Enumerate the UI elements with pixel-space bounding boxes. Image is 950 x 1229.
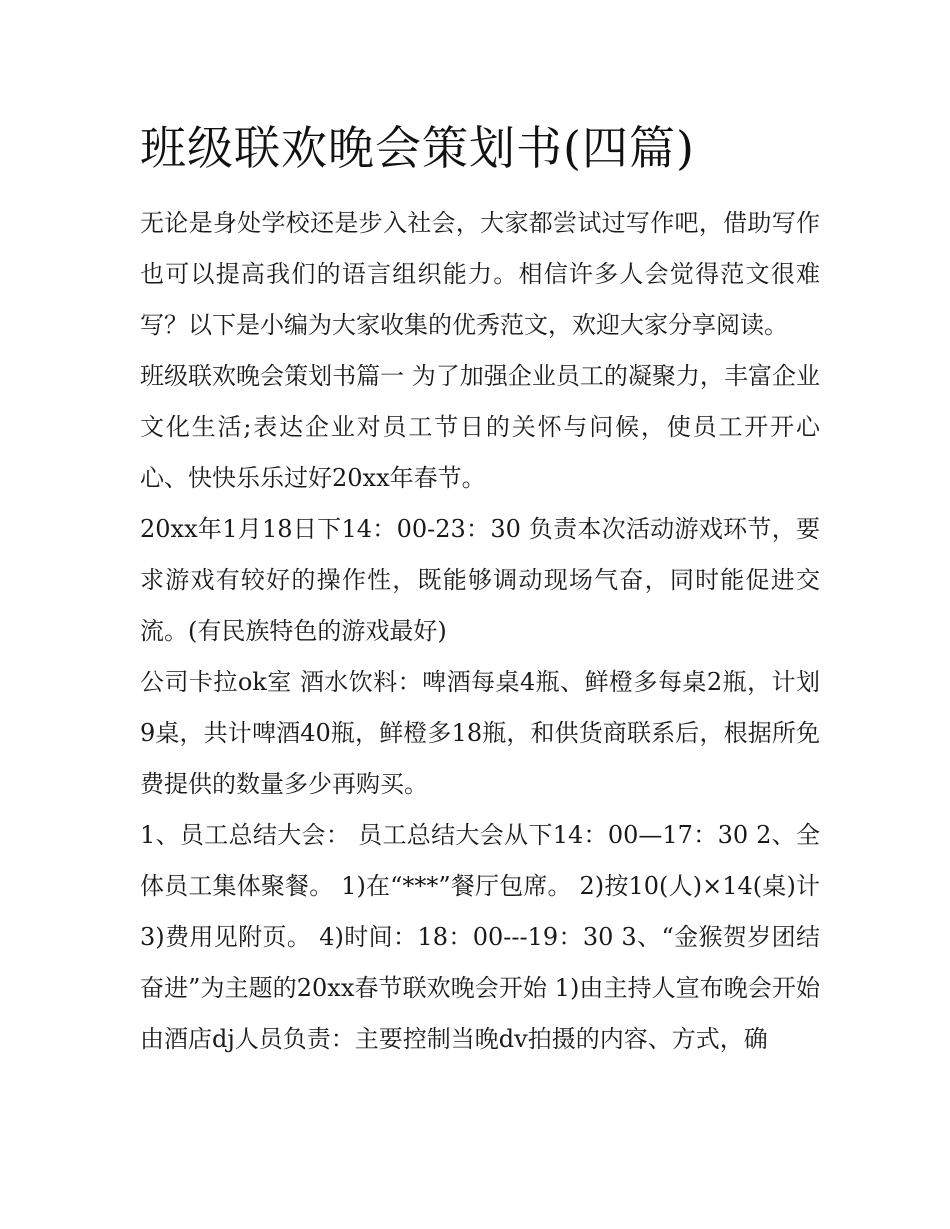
document-title: 班级联欢晚会策划书(四篇) (140, 121, 695, 175)
document-body (140, 198, 820, 1065)
schedule-paragraph: 20xx年1月18日下14：00-23：30 负责本次活动游戏环节，要求游戏有较好的操作性，既能够调动现场气奋，同时能促进交流。(有民族特色的游戏最好) (140, 515, 820, 645)
program-paragraph: 1、员工总结大会： 员工总结大会从下14：00—17：30 2、全体员工集体聚餐。 1)在“***”餐厅包席。 2)按10(人)×14(桌)计 3)费用见附页。 4)时间：18：00---19：30 3、“金猴贺岁团结奋进”为主题的20xx春节联欢晚会开始 1)由主持人宣布晚会开始 由酒店dj人员负责：主要控制当晚dv拍摄的内容、方式，确 (140, 821, 820, 1053)
venue-drinks-paragraph: 公司卡拉ok室 酒水饮料：啤酒每桌4瓶、鲜橙多每桌2瓶，计划9桌，共计啤酒40瓶，鲜橙多18瓶，和供货商联系后，根据所免费提供的数量多少再购买。 (140, 668, 820, 798)
intro-paragraph: 无论是身处学校还是步入社会，大家都尝试过写作吧，借助写作也可以提高我们的语言组织能力。相信许多人会觉得范文很难写？以下是小编为大家收集的优秀范文，欢迎大家分享阅读。 (140, 209, 820, 339)
section-one-paragraph: 班级联欢晚会策划书篇一 为了加强企业员工的凝聚力，丰富企业文化生活;表达企业对员工节日的关怀与问候，使员工开开心心、快快乐乐过好20xx年春节。 (140, 362, 820, 492)
